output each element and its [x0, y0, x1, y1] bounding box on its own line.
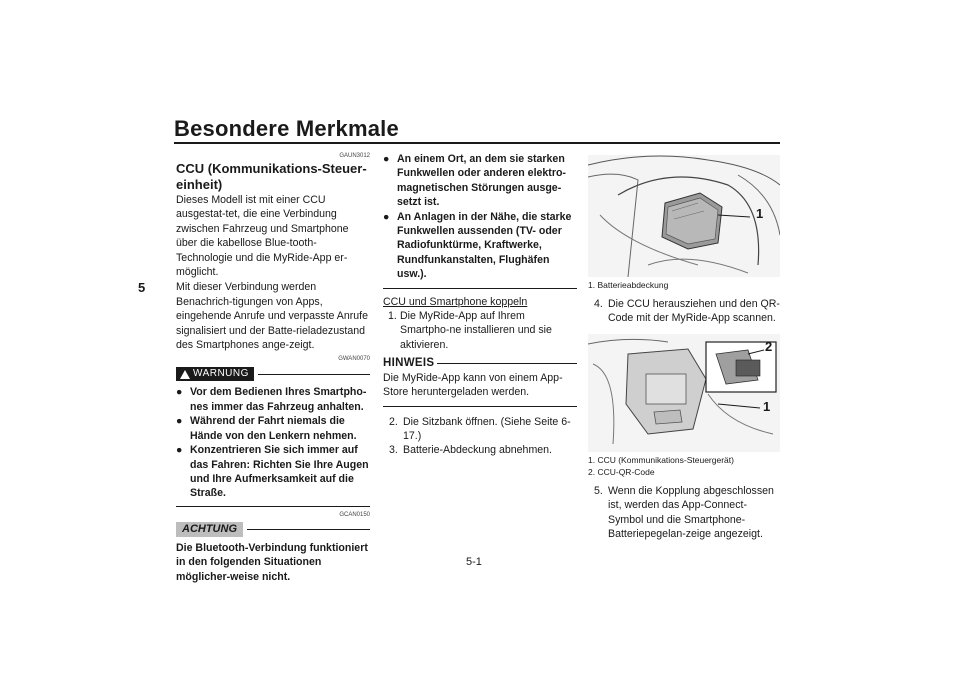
step-text: Die Sitzbank öffnen. (Siehe Seite 6-17.): [403, 415, 571, 442]
caution-header: [176, 522, 370, 537]
ccu-drawing: [588, 334, 780, 452]
step-text: Batterie-Abdeckung abnehmen.: [403, 444, 553, 457]
warning-end-rule: [176, 506, 370, 507]
caution-item-text: An einem Ort, an dem sie starken Funkwellen oder anderen elektro-magnetischen Störungen ausge-setzt ist.: [397, 153, 566, 209]
caption-line: 1. CCU (Kommunikations-Steuergerät): [588, 454, 734, 465]
step-number: 2.: [389, 415, 398, 428]
figure-caption: [588, 454, 782, 478]
warning-item: [176, 443, 370, 501]
step-text: Die CCU herausziehen und den QR-Code mit der MyRide-App scannen.: [608, 298, 780, 325]
column-middle: [383, 152, 577, 458]
caution-item: [383, 152, 577, 210]
column-right: [588, 152, 782, 541]
battery-cover-illustration: [588, 155, 780, 277]
step-5: [588, 484, 782, 542]
intro-paragraph-2: Mit dieser Verbindung werden Benachrich-tigungen von Apps, eingehende Anrufe und verpasste Anrufe signalisiert und der Batte-rieladezustand des Smartphones ange-zeigt.: [176, 281, 369, 352]
bullet-icon: ●: [383, 210, 390, 223]
figure-caption: 1. Batterieabdeckung: [588, 280, 669, 290]
caution-label: ACHTUNG: [176, 522, 243, 537]
section-code: GAUN3012: [339, 153, 370, 159]
step-number: 5.: [594, 484, 603, 497]
battery-cover-drawing: [588, 155, 780, 277]
note-end-rule: [383, 406, 577, 407]
callout-number: 1: [763, 398, 771, 414]
warning-list: [176, 385, 370, 500]
step-2: [383, 415, 577, 444]
bullet-icon: ●: [176, 386, 183, 399]
caution-code: GCAN0150: [339, 511, 370, 518]
bullet-icon: ●: [176, 444, 183, 457]
page-title: Besondere Merkmale: [174, 116, 399, 141]
warning-text: Während der Fahrt niemals die Hände von den Lenkern nehmen.: [190, 415, 357, 442]
callout-number: 1: [756, 206, 764, 221]
chapter-number: 5: [138, 280, 146, 295]
step-number: 4.: [594, 298, 603, 310]
note-text: Die MyRide-App kann von einem App-Store heruntergeladen werden.: [383, 371, 563, 399]
ccu-illustration: [588, 334, 780, 452]
warning-item: [176, 385, 370, 414]
bullet-icon: ●: [176, 415, 183, 428]
page-number: 5-1: [466, 556, 482, 568]
warning-text: Vor dem Bedienen Ihres Smartpho-nes immer das Fahrzeug anhalten.: [190, 386, 367, 413]
warning-code: GWAN0070: [338, 356, 370, 363]
warning-badge: [176, 367, 254, 381]
step-3: [383, 443, 577, 457]
step-text: Wenn die Kopplung abgeschlossen ist, werden das App-Connect-Symbol und die Smartphone-Batteriepegelan-zeige angezeigt.: [608, 484, 774, 541]
callout-number: 2: [765, 338, 773, 354]
warning-label: WARNUNG: [193, 368, 249, 380]
warning-rule: [258, 374, 370, 375]
caution-item-text: An Anlagen in der Nähe, die starke Funkwellen aussenden (TV- oder Radiofunktürme, Kraftwerke, Rundfunkanstalten, Flughäfen usw.).: [397, 210, 572, 281]
caution-rule: [247, 529, 370, 530]
note-rule: [437, 363, 577, 364]
pairing-subheading: CCU und Smartphone koppeln: [383, 295, 528, 308]
caution-text: Die Bluetooth-Verbindung funktioniert in den folgenden Situationen möglicher-weise nicht.: [176, 541, 368, 583]
column-left: [176, 152, 370, 584]
caution-list: [383, 152, 577, 282]
step-4: [588, 297, 782, 326]
step-number: 1.: [388, 310, 397, 323]
warning-header: [176, 367, 370, 381]
bullet-icon: ●: [383, 153, 390, 165]
step-number: 3.: [389, 444, 398, 457]
caution-item: [383, 210, 577, 282]
warning-triangle-icon: [180, 370, 190, 379]
step-1: [383, 309, 577, 352]
section-heading: CCU (Kommunikations-Steuer-einheit): [176, 161, 367, 192]
warning-text: Konzentrieren Sie sich immer auf das Fahren: Richten Sie Ihre Augen und Ihre Aufmerksamkeit auf die Straße.: [190, 444, 369, 500]
warning-item: [176, 414, 370, 443]
caption-line: 2. CCU-QR-Code: [588, 466, 655, 477]
note-label: HINWEIS: [383, 357, 435, 370]
note-header: [383, 356, 577, 370]
intro-paragraph-1: Dieses Modell ist mit einer CCU ausgestat-tet, die eine Verbindung zwischen Fahrzeug und Smartphone über die kabellose Blue-tooth-Technologie und die MyRide-App er-möglicht.: [176, 194, 349, 279]
step-text: Die MyRide-App auf Ihrem Smartpho-ne installieren und sie aktivieren.: [400, 310, 552, 351]
caution-end-rule: [383, 288, 577, 289]
header-rule: [174, 142, 780, 144]
